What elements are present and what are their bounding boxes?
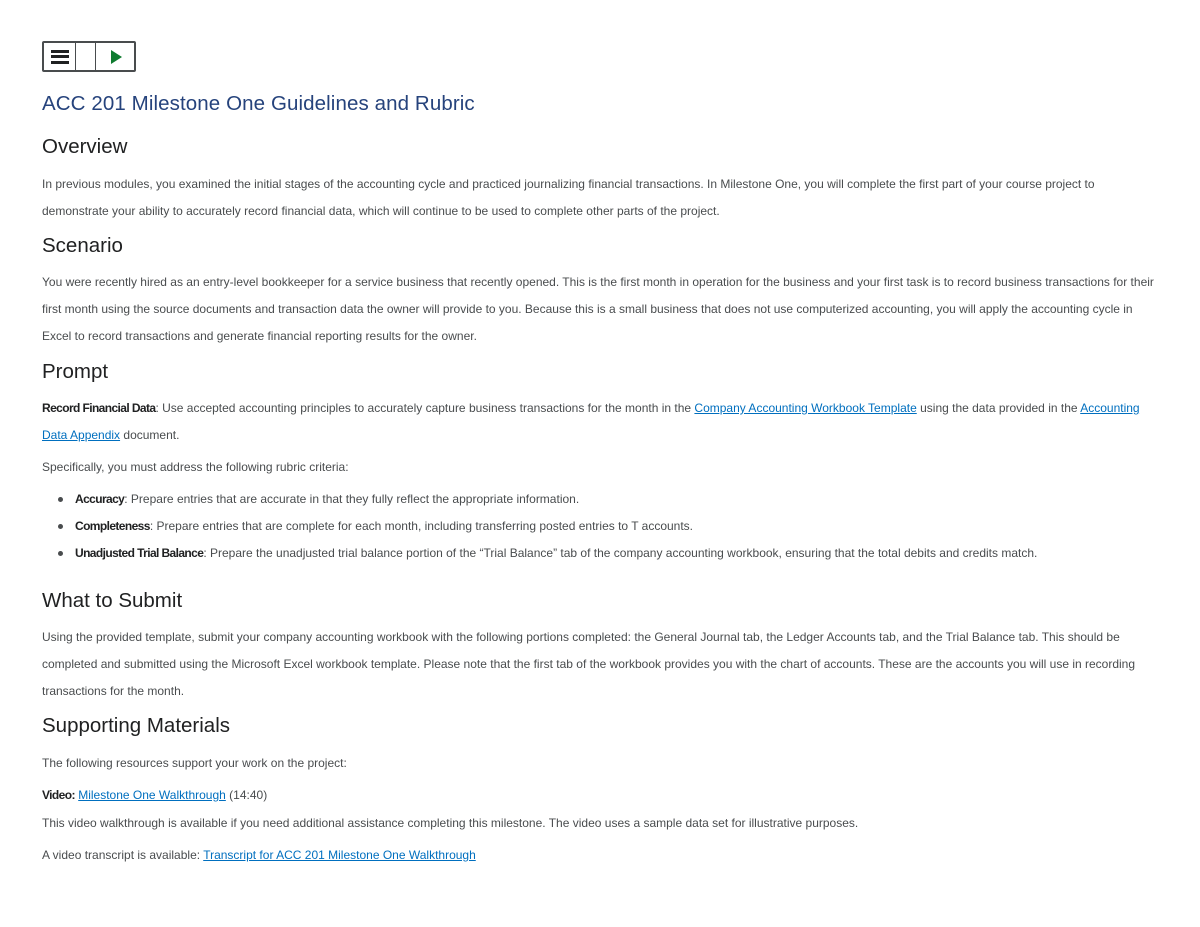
toolbar-spacer-button[interactable] xyxy=(76,43,96,70)
video-description: This video walkthrough is available if you need additional assistance completing this milestone. The video uses a sample data set for illustrative purposes. xyxy=(42,816,859,830)
criterion-label: Unadjusted Trial Balance xyxy=(75,546,204,560)
what-to-submit-heading: What to Submit xyxy=(42,589,183,612)
overview-text: In previous modules, you examined the initial stages of the accounting cycle and practiced journalizing financial transactions. In Milestone One, you will complete the first part of your course project to demonstrate your ability to accurately record financial data, which will continue to be used to complete other parts of the project. xyxy=(42,177,1095,218)
supporting-intro: The following resources support your work on the project: xyxy=(42,756,347,770)
criterion-label: Accuracy xyxy=(75,492,125,506)
scenario-heading: Scenario xyxy=(42,234,123,257)
accounting-data-appendix-link[interactable]: Accounting Data Appendix xyxy=(42,401,1140,442)
prompt-lead-text-3: document. xyxy=(120,428,180,442)
bullet-icon xyxy=(58,551,63,556)
rubric-criteria-list xyxy=(42,486,1195,567)
record-financial-data-label: Record Financial Data xyxy=(42,401,156,415)
prompt-lead-text-2: using the data provided in the xyxy=(916,401,1081,415)
play-button[interactable] xyxy=(96,43,134,70)
transcript-link[interactable]: Transcript for ACC 201 Milestone One Walkthrough xyxy=(203,848,476,862)
prompt-lead xyxy=(42,395,1162,449)
milestone-walkthrough-video-link[interactable]: Milestone One Walkthrough xyxy=(78,788,226,802)
criteria-intro: Specifically, you must address the following rubric criteria: xyxy=(42,460,349,474)
bullet-icon xyxy=(58,524,63,529)
criterion-text: : Prepare entries that are complete for each month, including transferring posted entries to T accounts. xyxy=(149,519,694,533)
criterion-label: Completeness xyxy=(75,519,150,533)
page-title: ACC 201 Milestone One Guidelines and Rubric xyxy=(42,92,475,115)
bullet-icon xyxy=(58,497,63,502)
list-item xyxy=(75,486,1195,513)
company-workbook-template-link[interactable]: Company Accounting Workbook Template xyxy=(694,401,917,415)
transcript-text: A video transcript is available: xyxy=(42,848,204,862)
list-item xyxy=(75,540,1195,567)
transcript-line xyxy=(42,842,1162,869)
menu-button[interactable] xyxy=(44,43,76,70)
what-to-submit-text: Using the provided template, submit your company accounting workbook with the following portions completed: the General Journal tab, the Ledger Accounts tab, and the Trial Balance tab. This should be completed and submitted using the Microsoft Excel workbook template. Please note that the first tab of the workbook provides you with the chart of accounts. These are the accounts you will use in recording transactions for the month. xyxy=(42,630,1136,698)
scenario-text: You were recently hired as an entry-level bookkeeper for a service business that recently opened. This is the first month in operation for the business and your first task is to record business transactions for their first month using the source documents and transaction data the owner will provide to you. Because this is a small business that does not use computerized accounting, you will apply the accounting cycle in Excel to record transactions and generate financial reporting results for the owner. xyxy=(42,275,1154,343)
supporting-materials-heading: Supporting Materials xyxy=(42,714,231,737)
list-item xyxy=(75,513,1195,540)
prompt-heading: Prompt xyxy=(42,360,109,383)
video-line xyxy=(42,782,1162,809)
video-duration: (14:40) xyxy=(225,788,268,802)
prompt-lead-text-1: : Use accepted accounting principles to accurately capture business transactions for the month in the xyxy=(155,401,695,415)
video-label: Video: xyxy=(42,788,75,802)
criterion-text: : Prepare entries that are accurate in that they fully reflect the appropriate information. xyxy=(124,492,580,506)
criterion-text: : Prepare the unadjusted trial balance portion of the “Trial Balance” tab of the company accounting workbook, ensuring that the total debits and credits match. xyxy=(203,546,1038,560)
overview-heading: Overview xyxy=(42,135,128,158)
play-icon xyxy=(111,50,122,64)
content-toolbar xyxy=(42,41,136,72)
hamburger-menu-icon xyxy=(51,50,69,64)
